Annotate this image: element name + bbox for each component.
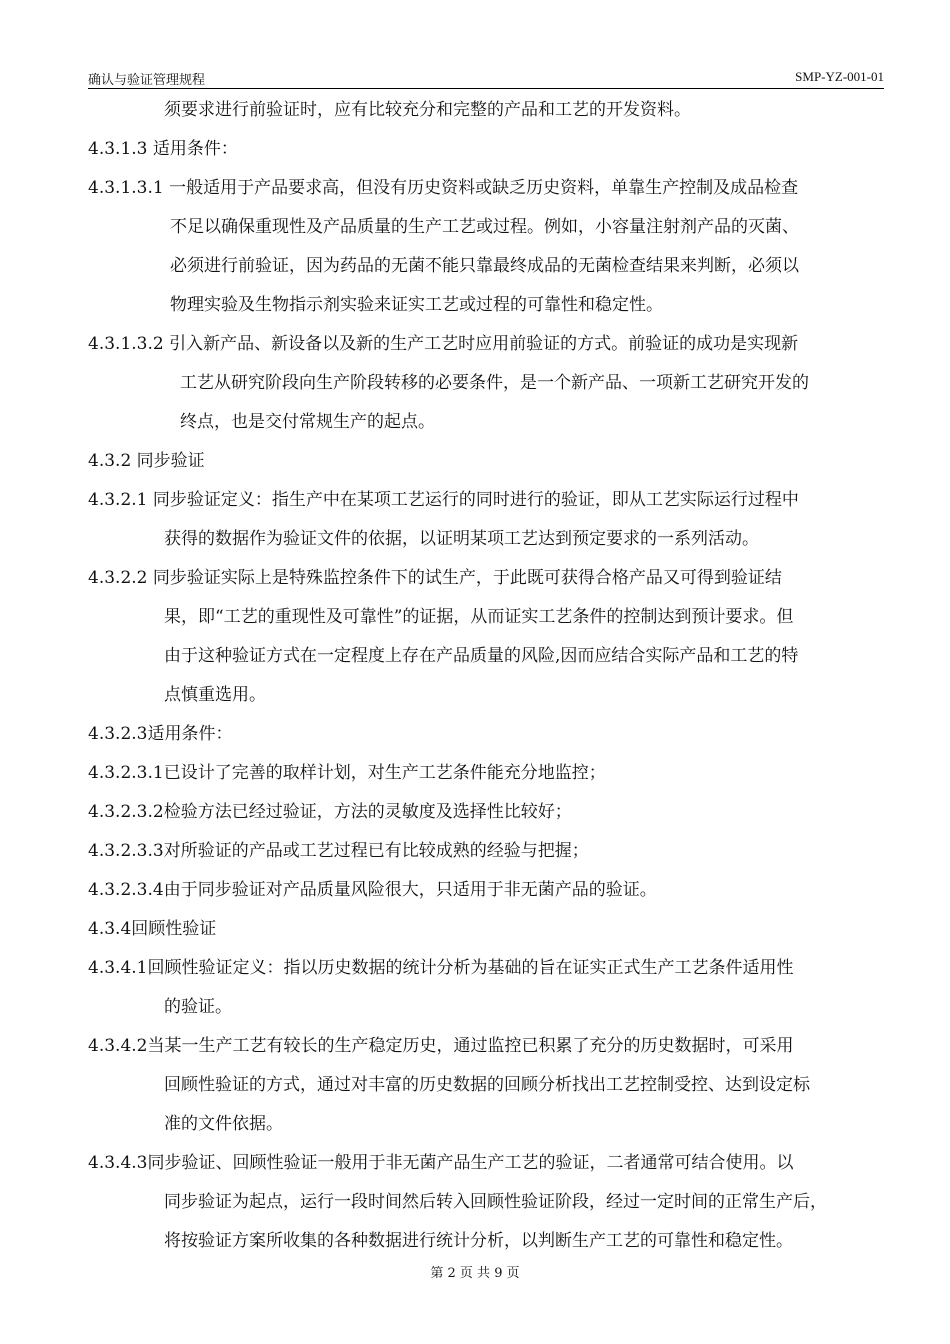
document-code: SMP-YZ-001-01: [795, 69, 884, 84]
body-line: 4.3.1.3.2 引入新产品、新设备以及新的生产工艺时应用前验证的方式。前验证的成功是实现新: [88, 334, 799, 354]
body-line: 同步验证为起点，运行一段时间然后转入回顾性验证阶段，经过一定时间的正常生产后，: [164, 1192, 827, 1212]
body-line: 终点，也是交付常规生产的起点。: [180, 412, 435, 432]
body-line: 4.3.2.3.3对所验证的产品或工艺过程已有比较成熟的经验与把握；: [88, 841, 589, 861]
page-header: [88, 68, 884, 89]
body-line: 回顾性验证的方式，通过对丰富的历史数据的回顾分析找出工艺控制受控、达到设定标: [164, 1075, 810, 1095]
body-line: 工艺从研究阶段向生产阶段转移的必要条件，是一个新产品、一项新工艺研究开发的: [180, 373, 809, 393]
body-line: 果，即“工艺的重现性及可靠性”的证据，从而证实工艺条件的控制达到预计要求。但: [164, 607, 794, 627]
body-line: 4.3.2.3.4由于同步验证对产品质量风险很大，只适用于非无菌产品的验证。: [88, 880, 657, 900]
body-line: 4.3.4.2当某一生产工艺有较长的生产稳定历史，通过监控已积累了充分的历史数据时，可采用: [88, 1036, 794, 1056]
body-line: 必须进行前验证，因为药品的无菌不能只靠最终成品的无菌检查结果来判断，必须以: [170, 256, 799, 276]
body-line: 4.3.2.3适用条件：: [88, 724, 233, 744]
body-line: 4.3.2 同步验证: [88, 451, 205, 471]
body-line: 获得的数据作为验证文件的依据，以证明某项工艺达到预定要求的一系列活动。: [164, 529, 759, 549]
document-title: 确认与验证管理规程: [88, 73, 206, 88]
body-line: 将按验证方案所收集的各种数据进行统计分析，以判断生产工艺的可靠性和稳定性。: [164, 1231, 793, 1251]
body-line: 4.3.2.3.1已设计了完善的取样计划，对生产工艺条件能充分地监控；: [88, 763, 606, 783]
body-line: 的验证。: [164, 997, 232, 1017]
body-line: 4.3.1.3.1 一般适用于产品要求高，但没有历史资料或缺乏历史资料，单靠生产控制及成品检查: [88, 178, 799, 198]
body-line: 4.3.4.1回顾性验证定义：指以历史数据的统计分析为基础的旨在证实正式生产工艺条件适用性: [88, 958, 794, 978]
body-line: 由于这种验证方式在一定程度上存在产品质量的风险,因而应结合实际产品和工艺的特: [164, 646, 799, 666]
body-line: 4.3.1.3 适用条件：: [88, 139, 238, 159]
document-body: [88, 91, 888, 1261]
body-line: 不足以确保重现性及产品质量的生产工艺或过程。例如，小容量注射剂产品的灭菌、: [170, 217, 799, 237]
body-line: 4.3.4回顾性验证: [88, 919, 217, 939]
body-line: 点慎重选用。: [164, 685, 266, 705]
page-number: 第 2 页 共 9 页: [430, 1266, 520, 1281]
body-line: 准的文件依据。: [164, 1114, 283, 1134]
body-line: 4.3.2.3.2检验方法已经过验证，方法的灵敏度及选择性比较好；: [88, 802, 572, 822]
body-line: 须要求进行前验证时，应有比较充分和完整的产品和工艺的开发资料。: [164, 100, 691, 120]
body-line: 4.3.2.2 同步验证实际上是特殊监控条件下的试生产，于此既可获得合格产品又可得到验证结: [88, 568, 782, 588]
body-line: 物理实验及生物指示剂实验来证实工艺或过程的可靠性和稳定性。: [170, 295, 663, 315]
page-footer: [0, 1262, 950, 1281]
body-line: 4.3.2.1 同步验证定义：指生产中在某项工艺运行的同时进行的验证，即从工艺实际运行过程中: [88, 490, 799, 510]
body-line: 4.3.4.3同步验证、回顾性验证一般用于非无菌产品生产工艺的验证，二者通常可结合使用。以: [88, 1153, 794, 1173]
